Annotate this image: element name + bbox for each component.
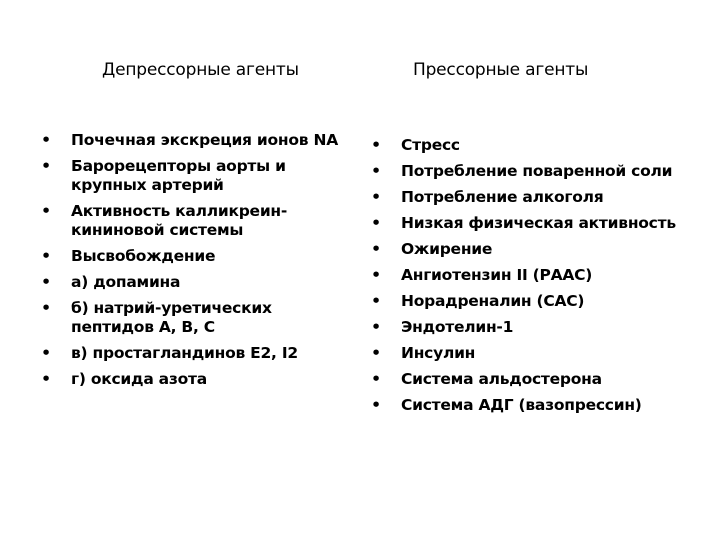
- bullet-icon: •: [41, 247, 51, 265]
- list-item: [368, 214, 698, 233]
- list-item: [368, 370, 698, 389]
- list-item-text: г) оксида азота: [71, 370, 207, 388]
- bullet-icon: •: [371, 370, 381, 388]
- bullet-icon: •: [41, 370, 51, 388]
- list-item: [368, 344, 698, 363]
- list-item: [368, 136, 698, 155]
- list-item: [368, 292, 698, 311]
- bullet-icon: •: [371, 136, 381, 154]
- list-item: [368, 162, 698, 181]
- list-item: [38, 202, 343, 240]
- bullet-icon: •: [371, 292, 381, 310]
- bullet-icon: •: [41, 344, 51, 362]
- list-item: [38, 247, 343, 266]
- bullet-icon: •: [41, 299, 51, 317]
- list-item: [38, 157, 343, 195]
- list-item-text: Стресс: [401, 136, 460, 154]
- bullet-icon: •: [41, 273, 51, 291]
- list-item: [38, 299, 343, 337]
- bullet-icon: •: [371, 162, 381, 180]
- list-item: [38, 344, 343, 363]
- list-item-text: Ожирение: [401, 240, 493, 258]
- list-item-text: Норадреналин (САС): [401, 292, 585, 310]
- list-item-text: Система альдостерона: [401, 370, 602, 388]
- list-item: [368, 396, 698, 415]
- list-item-text: Потребление алкоголя: [401, 188, 604, 206]
- list-item-text: Система АДГ (вазопрессин): [401, 396, 642, 414]
- list-item-text: Низкая физическая активность: [401, 214, 676, 232]
- bullet-icon: •: [371, 240, 381, 258]
- list-item: [368, 318, 698, 337]
- list-item-text: б) натрий-уретических пептидов А, В, С: [71, 299, 272, 336]
- list-item-text: Почечная экскреция ионов NA: [71, 131, 338, 149]
- list-item: [38, 131, 343, 150]
- list-item: [38, 273, 343, 292]
- list-item-text: Ангиотензин II (РААС): [401, 266, 593, 284]
- list-item-text: а) допамина: [71, 273, 181, 291]
- bullet-icon: •: [41, 157, 51, 175]
- list-item-text: Эндотелин-1: [401, 318, 514, 336]
- list-item-text: Высвобождение: [71, 247, 216, 265]
- bullet-icon: •: [371, 344, 381, 362]
- list-item-text: в) простагландинов Е2, I2: [71, 344, 298, 362]
- bullet-icon: •: [371, 396, 381, 414]
- bullet-icon: •: [371, 214, 381, 232]
- list-item-text: Инсулин: [401, 344, 476, 362]
- list-item: [368, 188, 698, 207]
- list-item: [38, 370, 343, 389]
- bullet-icon: •: [371, 318, 381, 336]
- pressor-agents-list: [368, 136, 698, 422]
- bullet-icon: •: [41, 202, 51, 220]
- list-item: [368, 266, 698, 285]
- list-item: [368, 240, 698, 259]
- list-item-text: Активность калликреин-кининовой системы: [71, 202, 288, 239]
- list-item-text: Потребление поваренной соли: [401, 162, 673, 180]
- depressor-agents-heading: Депрессорные агенты: [102, 60, 299, 80]
- depressor-agents-list: [38, 131, 343, 396]
- bullet-icon: •: [41, 131, 51, 149]
- pressor-agents-heading: Прессорные агенты: [413, 60, 589, 80]
- bullet-icon: •: [371, 266, 381, 284]
- bullet-icon: •: [371, 188, 381, 206]
- list-item-text: Барорецепторы аорты и крупных артерий: [71, 157, 286, 194]
